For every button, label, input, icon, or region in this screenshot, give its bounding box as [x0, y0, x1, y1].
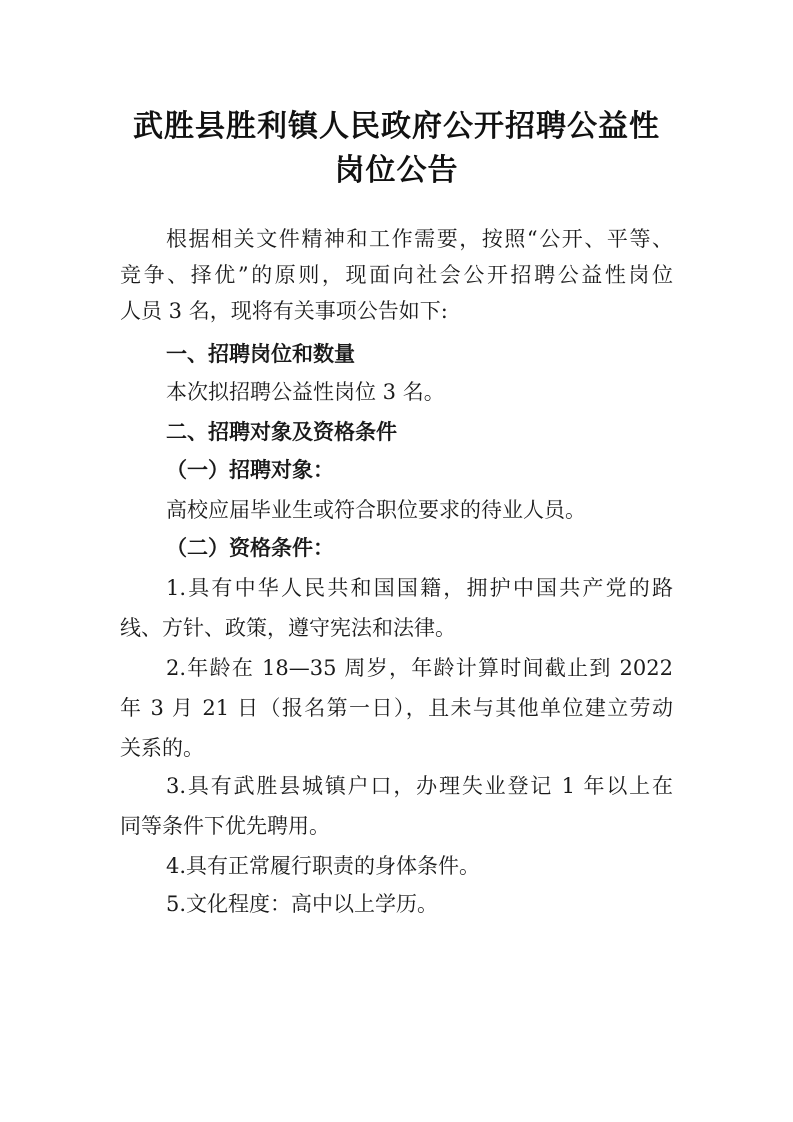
item2-line-3: 关系的。 [120, 736, 204, 760]
item1-line-1: 1.具有中华人民共和国国籍，拥护中国共产党的路 [166, 576, 673, 600]
item2-line-2: 年 3 月 21 日（报名第一日），且未与其他单位建立劳动 [120, 696, 673, 720]
page-title-line2: 岗位公告 [334, 153, 459, 188]
intro-line-2: 竞争、择优”的原则，现面向社会公开招聘公益性岗位 [120, 263, 673, 287]
item4-line: 4.具有正常履行职责的身体条件。 [166, 854, 481, 878]
item1-line-2: 线、方针、政策，遵守宪法和法律。 [120, 616, 456, 640]
sub2-heading: （二）资格条件： [166, 535, 334, 560]
item3-line-1: 3.具有武胜县城镇户口，办理失业登记 1 年以上在 [166, 774, 673, 798]
section2-heading: 二、招聘对象及资格条件 [166, 420, 397, 444]
intro-line-3: 人员 3 名，现将有关事项公告如下: [120, 299, 448, 323]
page-title-line1: 武胜县胜利镇人民政府公开招聘公益性 [133, 109, 660, 144]
item5-line: 5.文化程度：高中以上学历。 [166, 892, 439, 916]
item3-line-2: 同等条件下优先聘用。 [120, 814, 330, 838]
sub1-body: 高校应届毕业生或符合职位要求的待业人员。 [166, 498, 586, 522]
section1-body: 本次拟招聘公益性岗位 3 名。 [166, 380, 445, 404]
item2-line-1: 2.年龄在 18—35 周岁，年龄计算时间截止到 2022 [166, 656, 673, 680]
section1-heading: 一、招聘岗位和数量 [166, 342, 355, 366]
sub1-heading: （一）招聘对象： [166, 457, 334, 482]
intro-line-1: 根据相关文件精神和工作需要，按照“公开、平等、 [166, 227, 673, 251]
